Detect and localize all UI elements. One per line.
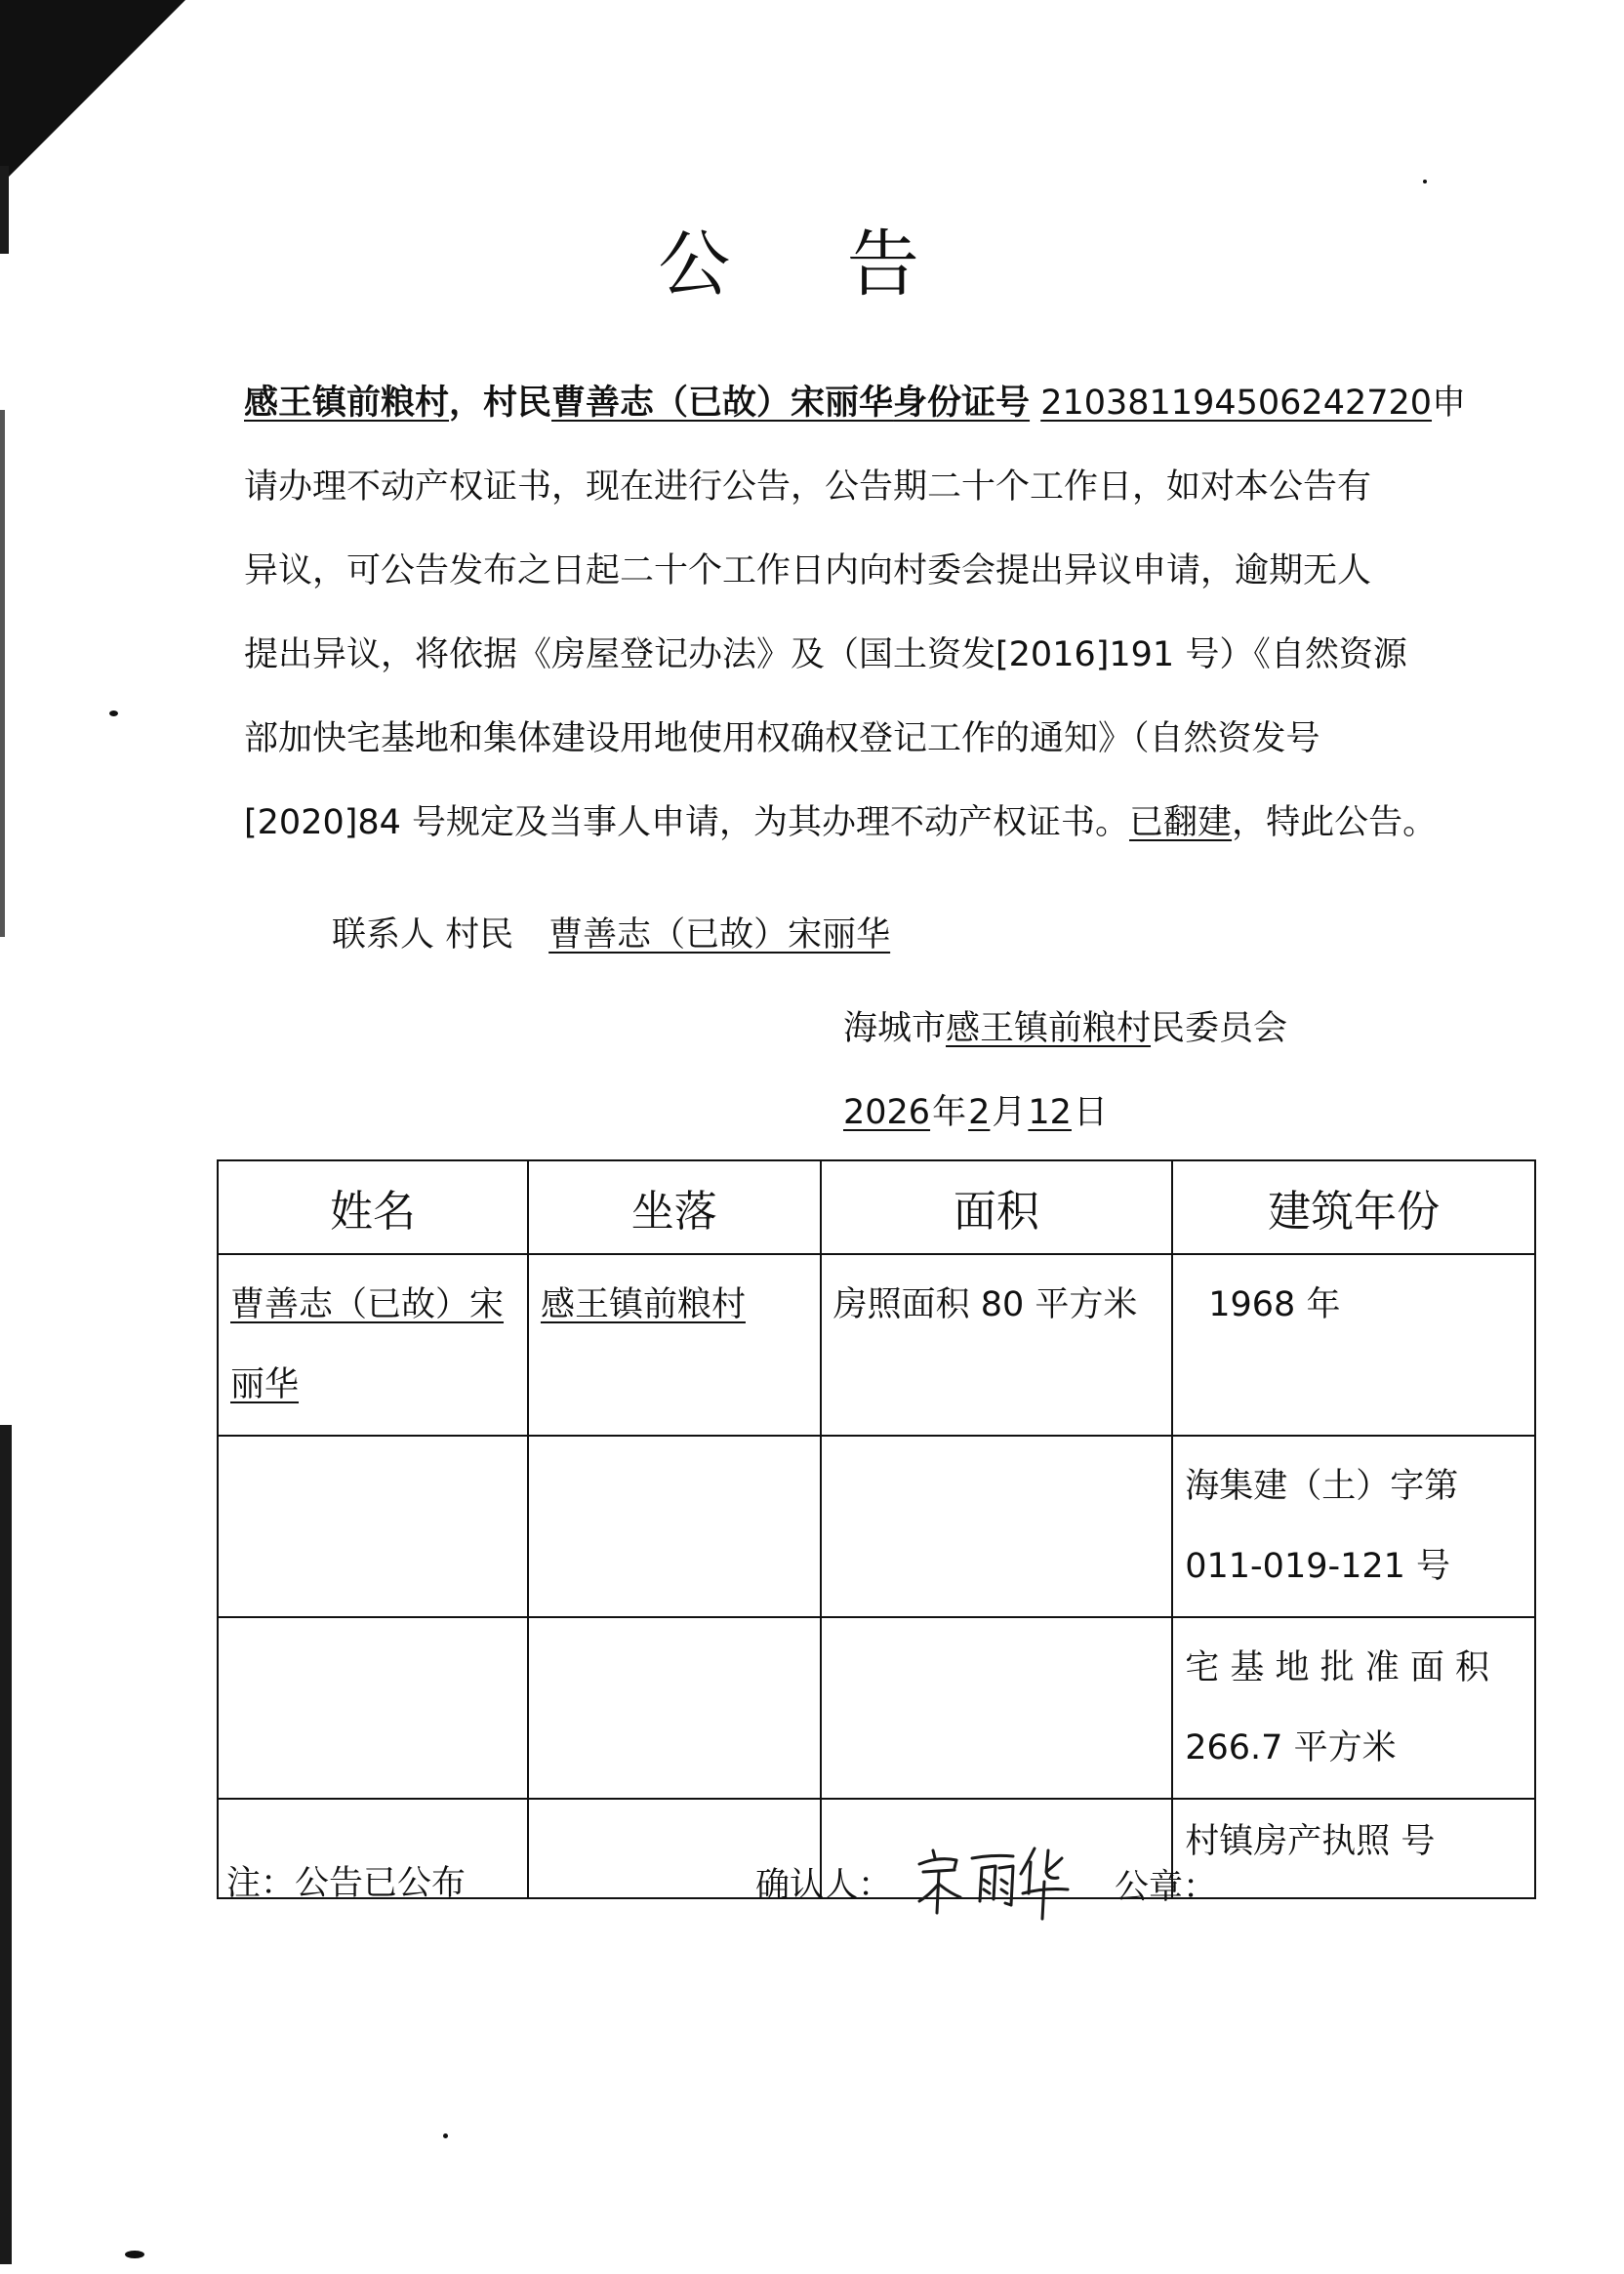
body-text: [2020]84 号规定及当事人申请，为其办理不动产权证书。 <box>244 803 1130 842</box>
contact-line <box>332 908 890 956</box>
date-day-unit: 日 <box>1073 1093 1108 1132</box>
table-row <box>218 1436 1535 1617</box>
cell-build-year <box>1172 1254 1535 1436</box>
confirmer-label: 确认人： <box>755 1866 893 1905</box>
table-header-row <box>218 1160 1535 1254</box>
cell-location <box>528 1254 821 1436</box>
handwritten-signature <box>912 1833 1077 1921</box>
cell-location <box>528 1617 821 1799</box>
id-number: 210381194506242720 <box>1040 384 1433 423</box>
cell-area: 房照面积 80 平方米 <box>821 1254 1173 1436</box>
cell-area <box>821 1617 1173 1799</box>
cell-name <box>218 1436 528 1617</box>
date-year: 2026 <box>843 1093 931 1132</box>
cell-name <box>218 1617 528 1799</box>
body-line-2: 请办理不动产权证书，现在进行公告，公告期二十个工作日，如对本公告有 <box>244 467 1372 507</box>
property-table <box>217 1159 1536 1899</box>
header-area: 面积 <box>821 1160 1173 1254</box>
table-row <box>218 1617 1535 1799</box>
body-line-5: 部加快宅基地和集体建设用地使用权确权登记工作的通知》（自然资发号 <box>244 719 1320 758</box>
committee-prefix: 海城市 <box>843 1009 947 1048</box>
scan-edge-mark <box>0 410 5 937</box>
certificate-label: 海集建（土）字第 <box>1185 1467 1459 1506</box>
cell-area <box>821 1436 1173 1617</box>
owner-names: 曹善志（已故）宋丽华 <box>230 1285 505 1404</box>
cell-approved-area <box>1172 1617 1535 1799</box>
contact-label: 联系人 村民 <box>332 915 514 954</box>
villager-names: 曹善志（已故）宋丽华 <box>551 384 894 423</box>
location-value: 感王镇前粮村 <box>540 1285 746 1324</box>
contact-names: 曹善志（已故）宋丽华 <box>548 915 891 954</box>
notice-title: 公 告 <box>658 223 966 306</box>
approved-area-value: 266.7 平方米 <box>1185 1728 1397 1767</box>
scan-speck <box>109 711 118 716</box>
village-name: 感王镇前粮村 <box>244 384 450 423</box>
header-location: 坐落 <box>528 1160 821 1254</box>
build-year-value: 1968 年 <box>1208 1285 1341 1324</box>
footer-note: 注：公告已公布 <box>226 1864 467 1903</box>
cell-name <box>218 1254 528 1436</box>
body-text: ，特此公告。 <box>1232 803 1438 842</box>
body-line-1 <box>244 361 1522 445</box>
notice-body <box>244 361 1522 865</box>
cell-house-license: 村镇房产执照 号 <box>1172 1799 1535 1898</box>
certificate-number: 011-019-121 号 <box>1185 1547 1451 1586</box>
date-day: 12 <box>1028 1093 1072 1132</box>
seal-label: 公章： <box>1115 1868 1218 1907</box>
body-line-6 <box>244 781 1522 865</box>
header-name: 姓名 <box>218 1160 528 1254</box>
date-month: 2 <box>968 1093 991 1132</box>
committee-village: 感王镇前粮村 <box>946 1009 1152 1048</box>
cell-location <box>528 1436 821 1617</box>
scan-corner-shadow <box>0 0 185 185</box>
body-line-4: 提出异议，将依据《房屋登记办法》及（国土资发[2016]191 号）《自然资源 <box>244 635 1407 674</box>
header-build-year: 建筑年份 <box>1172 1160 1535 1254</box>
scan-edge-mark <box>0 1425 12 2264</box>
scan-speck <box>443 2133 448 2138</box>
rebuilt-note: 已翻建 <box>1129 803 1233 842</box>
date-month-unit: 月 <box>992 1093 1027 1132</box>
body-text: 申 <box>1432 384 1467 423</box>
id-label: 身份证号 <box>893 384 1031 423</box>
body-line-3: 异议，可公告发布之日起二十个工作日内向村委会提出异议申请，逾期无人 <box>244 551 1372 590</box>
notice-date <box>841 1085 1108 1134</box>
approved-area-label: 宅 基 地 批 准 面 积 <box>1185 1648 1490 1687</box>
cell-certificate-number <box>1172 1436 1535 1617</box>
body-text: ，村民 <box>449 384 552 423</box>
scan-speck <box>125 2251 144 2258</box>
date-year-unit: 年 <box>932 1093 967 1132</box>
scan-speck <box>1423 180 1427 183</box>
table-row <box>218 1254 1535 1436</box>
village-committee <box>843 1001 1287 1050</box>
committee-suffix: 民委员会 <box>1151 1009 1288 1048</box>
